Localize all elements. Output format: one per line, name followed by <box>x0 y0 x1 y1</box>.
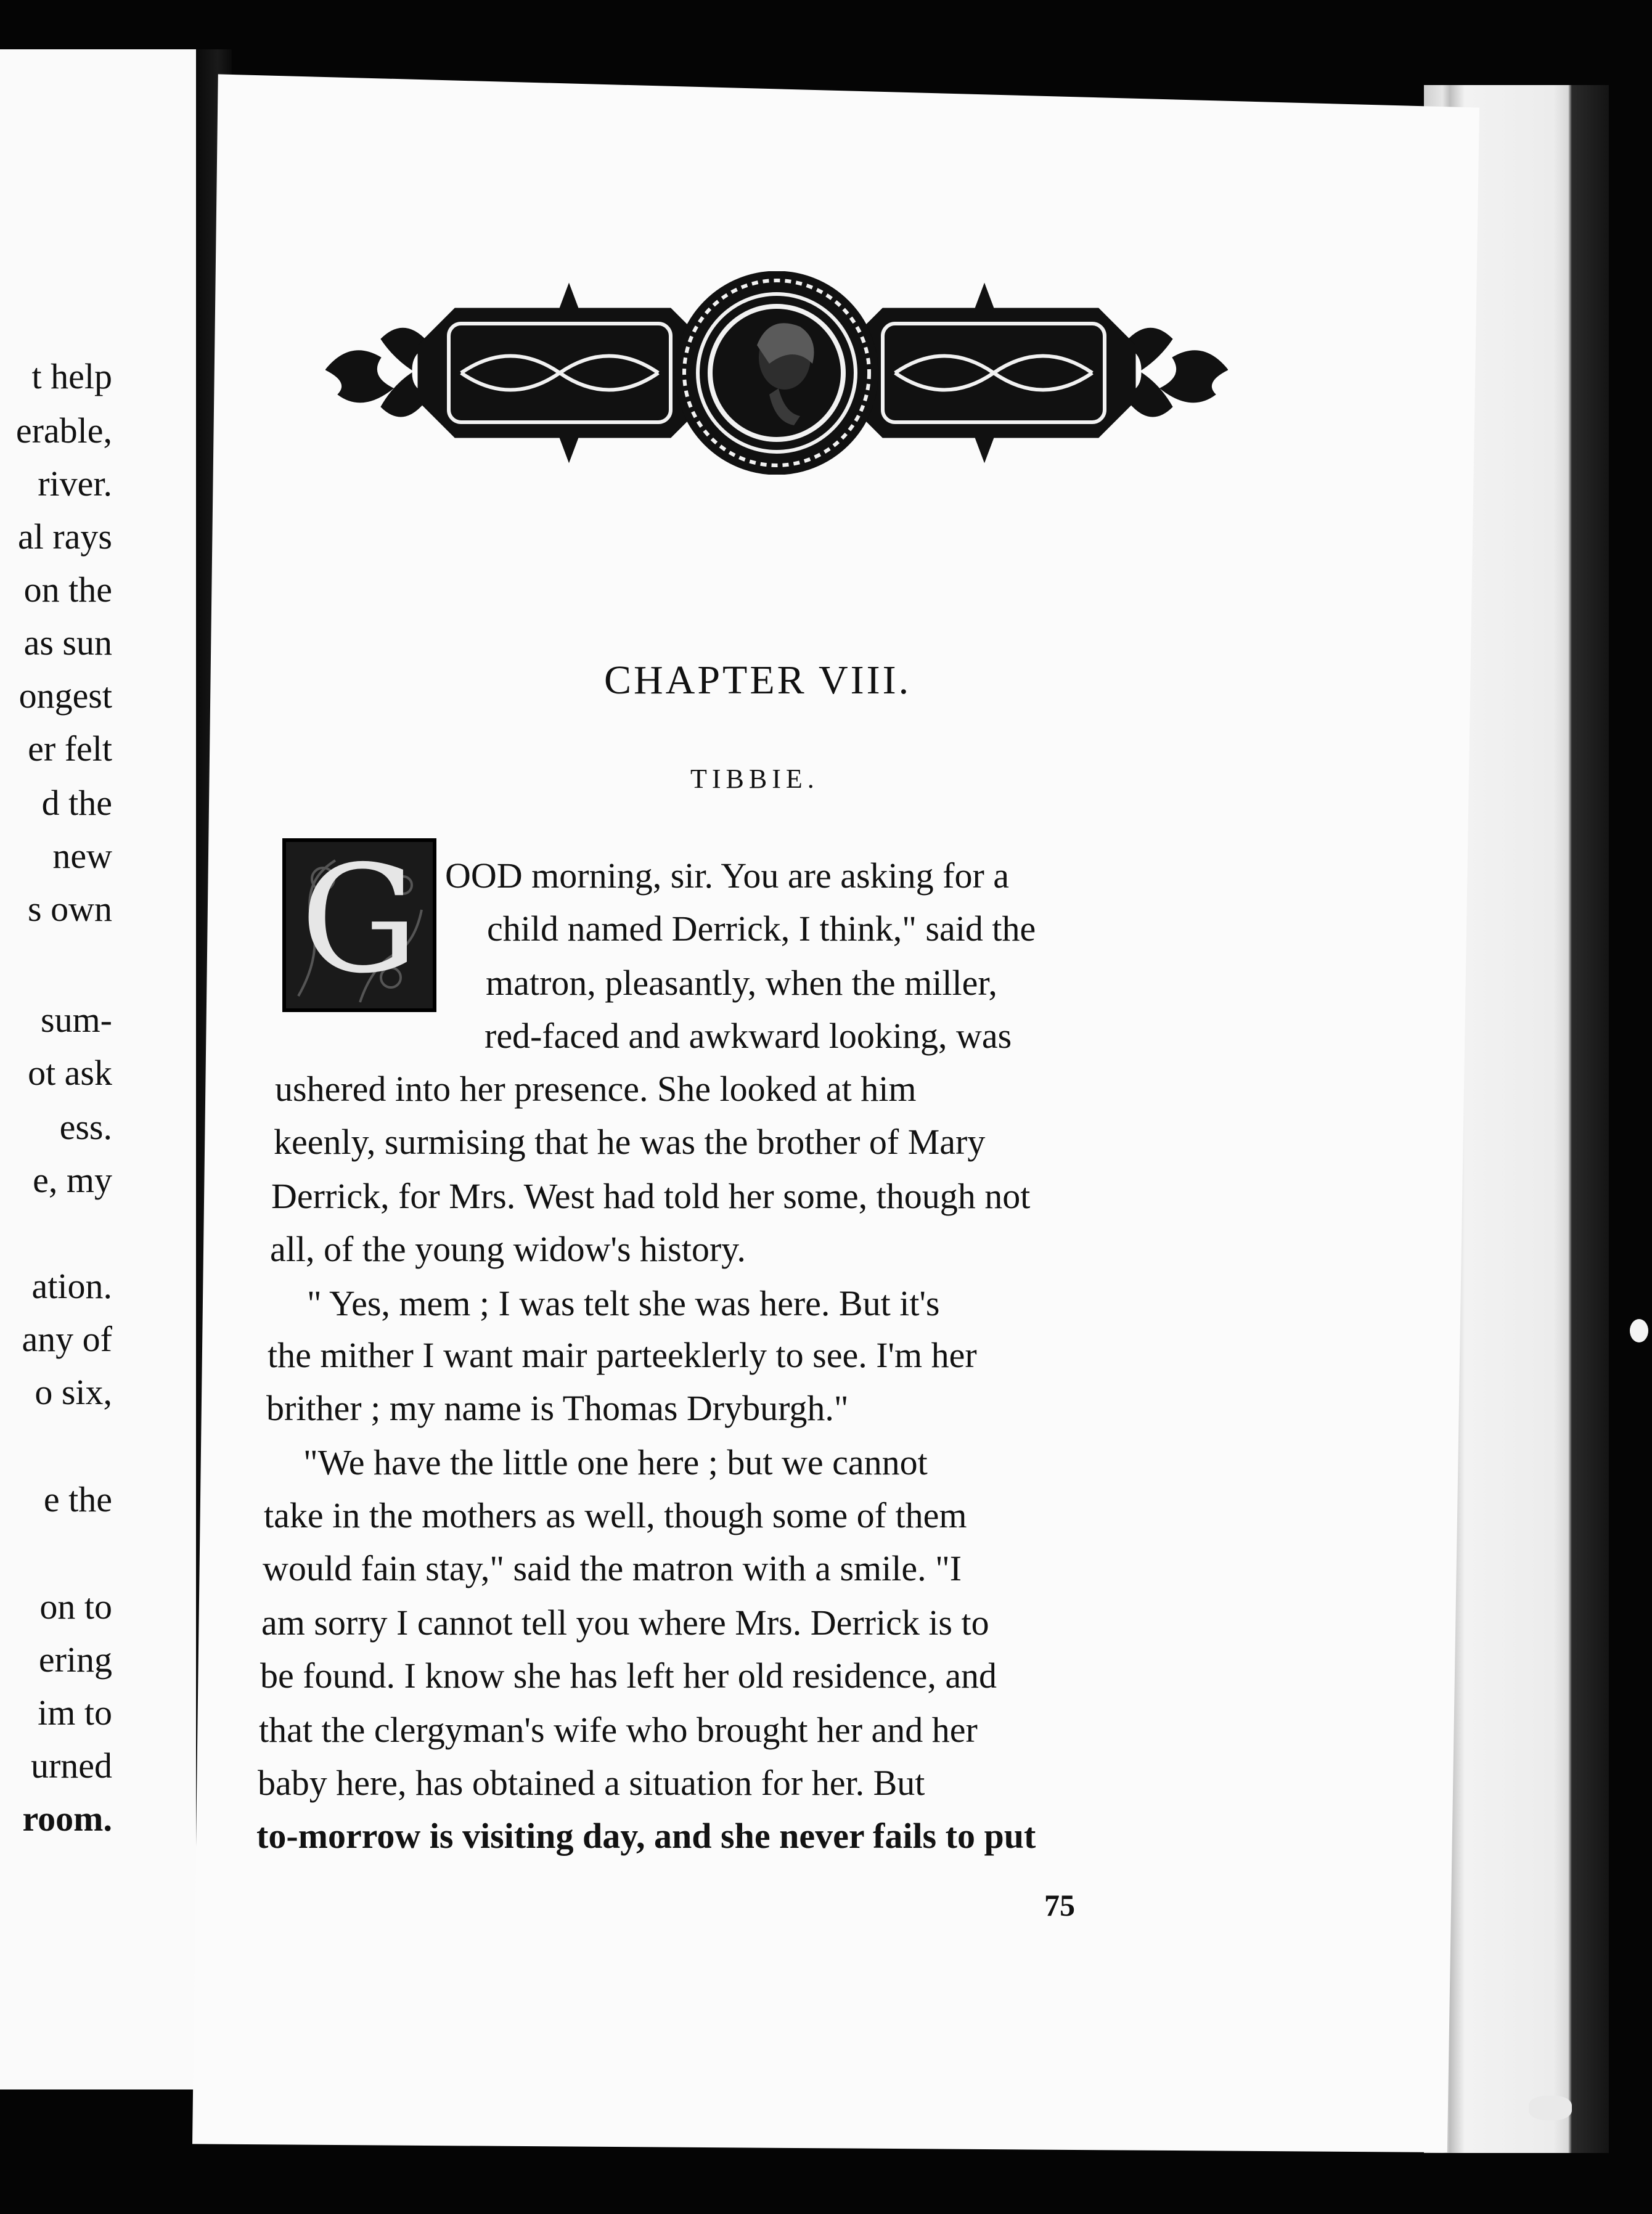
initial-letter: G <box>300 833 419 1006</box>
left-page-line: e the <box>43 1479 112 1519</box>
left-page-line: e, my <box>33 1160 112 1200</box>
body-line: Derrick, for Mrs. West had told her some, though not <box>271 1176 1031 1216</box>
body-line: take in the mothers as well, though some of them <box>264 1495 967 1535</box>
left-page-line: er felt <box>28 729 112 769</box>
previous-page-fragment <box>0 49 200 2089</box>
left-page-line: ess. <box>59 1107 112 1147</box>
body-line: be found. I know she has left her old residence, and <box>260 1656 997 1696</box>
left-page-line: room. <box>22 1799 112 1839</box>
left-page-line: o six, <box>35 1372 112 1412</box>
left-page-line: sum- <box>41 1000 112 1040</box>
left-page-line: river. <box>38 464 112 504</box>
left-page-line: al rays <box>18 517 112 557</box>
body-line: matron, pleasantly, when the miller, <box>486 963 997 1003</box>
body-line: OOD morning, sir. You are asking for a <box>445 856 1010 896</box>
left-page-line: on the <box>23 570 112 610</box>
left-page-line: s own <box>28 889 112 929</box>
left-page-line: urned <box>30 1746 112 1786</box>
body-line: the mither I want mair parteeklerly to see. I'm her <box>268 1335 977 1375</box>
left-page-line: d the <box>41 783 112 823</box>
chapter-title: CHAPTER VIII. <box>604 658 912 703</box>
body-line: all, of the young widow's history. <box>270 1229 746 1269</box>
left-page-line: new <box>52 836 112 876</box>
body-line: ushered into her presence. She looked at him <box>275 1069 917 1109</box>
body-line: " Yes, mem ; I was telt she was here. But it's <box>307 1283 940 1323</box>
body-line: am sorry I cannot tell you where Mrs. Derrick is to <box>261 1603 989 1643</box>
left-page-line: ering <box>38 1640 112 1680</box>
left-page-line: im to <box>38 1693 112 1733</box>
left-page-line: on to <box>39 1587 112 1627</box>
body-line: "We have the little one here ; but we cannot <box>303 1442 928 1482</box>
chapter-subtitle: TIBBIE. <box>690 764 819 794</box>
chapter-ornament <box>325 271 1228 475</box>
body-line: brither ; my name is Thomas Dryburgh." <box>266 1388 849 1428</box>
left-page-line: erable, <box>15 411 112 451</box>
body-line: red-faced and awkward looking, was <box>485 1016 1012 1056</box>
scan-speck <box>1529 2096 1572 2120</box>
left-page-line: ot ask <box>28 1053 112 1093</box>
body-line: baby here, has obtained a situation for her. But <box>258 1763 925 1803</box>
body-line: to-morrow is visiting day, and she never fails to put <box>256 1816 1036 1856</box>
left-page-line: ation. <box>31 1266 112 1306</box>
left-page-line: t help <box>31 356 112 396</box>
page-number: 75 <box>1044 1888 1075 1922</box>
body-line: keenly, surmising that he was the brother of Mary <box>274 1122 986 1162</box>
left-page-line: as sun <box>23 623 112 663</box>
scan-speck <box>1630 1319 1648 1342</box>
left-page-line: any of <box>22 1319 112 1359</box>
body-line: would fain stay," said the matron with a smile. "I <box>263 1548 962 1588</box>
decorated-initial <box>282 833 436 1012</box>
left-page-line: ongest <box>18 676 112 716</box>
body-line: child named Derrick, I think," said the <box>487 909 1036 949</box>
body-line: that the clergyman's wife who brought her and her <box>259 1710 978 1750</box>
